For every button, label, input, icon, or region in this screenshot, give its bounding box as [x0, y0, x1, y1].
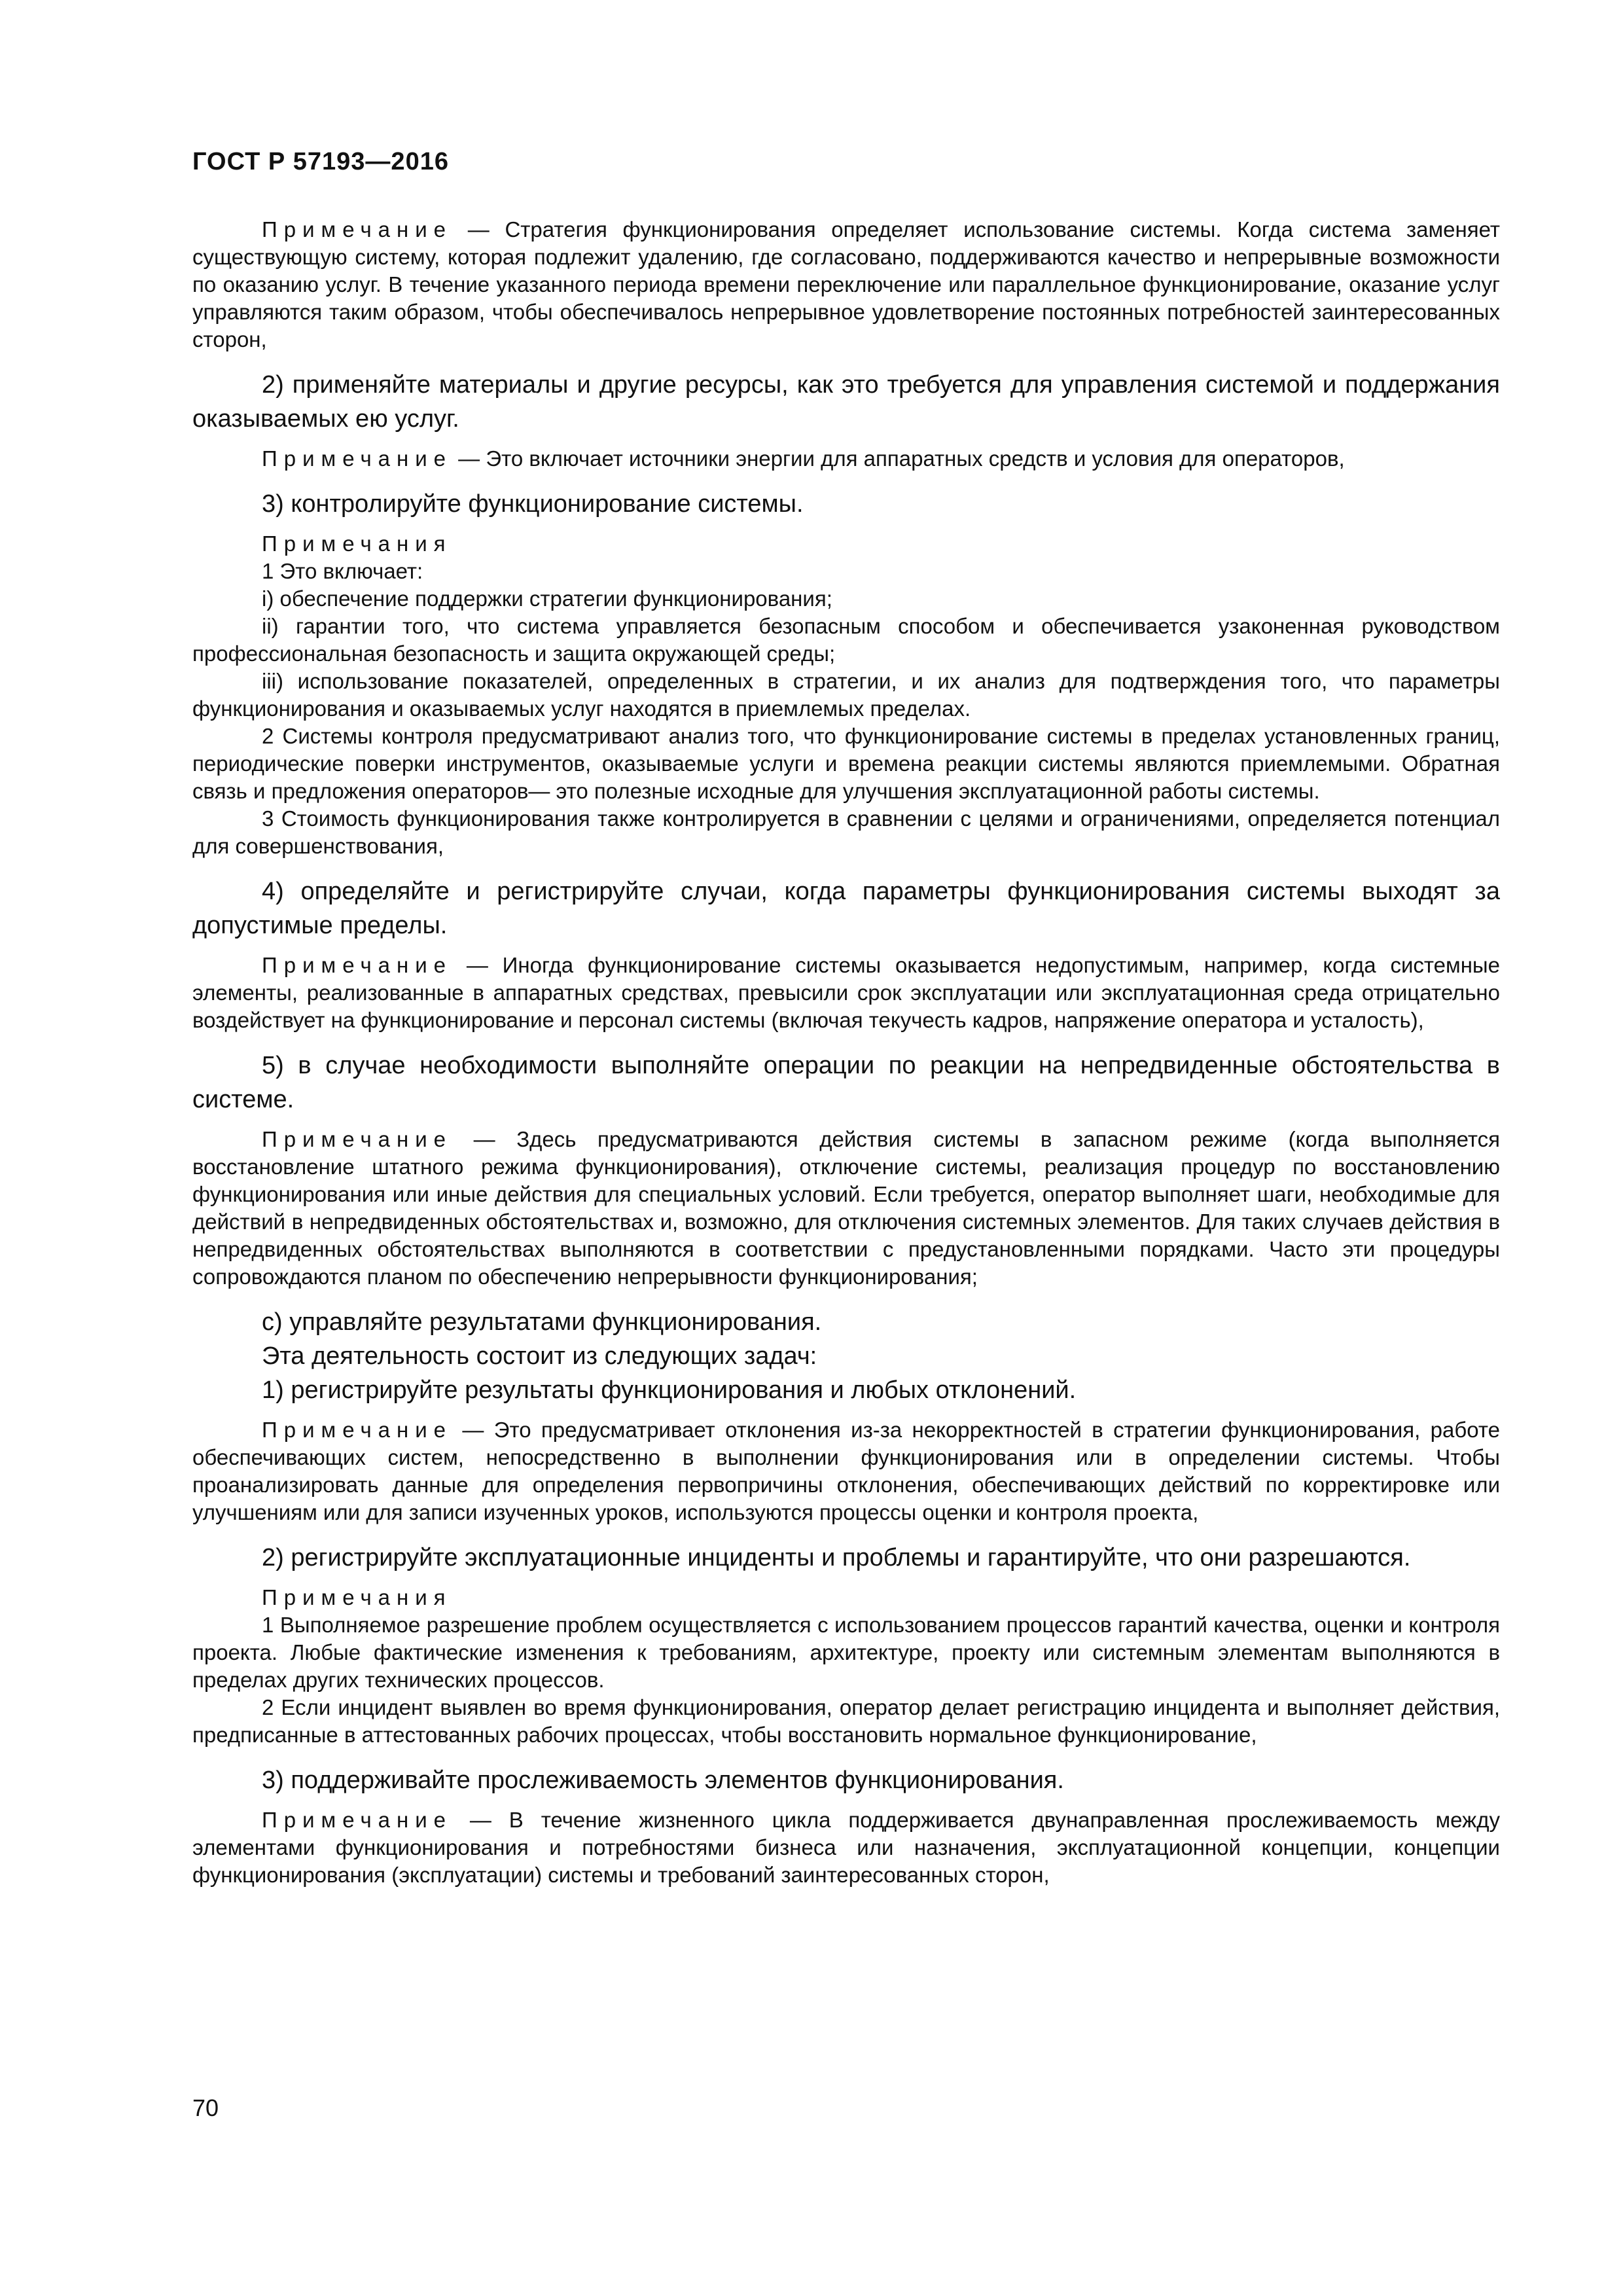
task-apply-materials: 2) применяйте материалы и другие ресурсы, как это требуется для управления системой и поддержания оказываемых ею услуг.: [192, 371, 1500, 433]
note-subitem-iii: iii) использование показателей, определенных в стратегии, и их анализ для подтверждения того, что параметры функционирования и оказываемых услуг находятся в приемлемых пределах.: [192, 669, 1500, 721]
note-label: Примечание: [262, 446, 453, 471]
task-traceability: 3) поддерживайте прослеживаемость элементов функционирования.: [262, 1767, 1064, 1794]
page-body: [192, 216, 1500, 1889]
note-text: — Это предусматривает отклонения из-за некорректностей в стратегии функционирования, работе обеспечивающих систем, непосредственно в выполнении функционирования или в определении системы. Чтобы проанализировать данные для определения первопричины отклонения, обеспечивающих действий по корректировке или улучшениям или для записи изученных уроков, используются процессы оценки и контроля проекта,: [192, 1418, 1500, 1524]
notes-heading-1: [192, 530, 1500, 558]
note-item: 1 Это включает:: [262, 559, 423, 583]
task-record-results: 1) регистрируйте результаты функционирования и любых отклонений.: [262, 1376, 1077, 1404]
note-item: 1 Выполняемое разрешение проблем осуществляется с использованием процессов гарантий качества, оценки и контроля проекта. Любые фактические изменения к требованиям, архитектуре, проекту или системным элементам выполняются в пределах других технических процессов.: [192, 1613, 1500, 1692]
note-text: — Здесь предусматриваются действия системы в запасном режиме (когда выполняется восстановление штатного режима функционирования), отключение системы, реализация процедур по восстановлению функционирования или иные действия для специальных условий. Если требуется, оператор выполняет шаги, необходимые для действий в непредвиденных обстоятельствах и, возможно, для отключения системных элементов. Для таких случаев действия в непредвиденных обстоятельствах выполняются в соответствии с предустановленными порядками. Часто эти процедуры сопровождаются планом по обеспечению непрерывности функционирования;: [192, 1127, 1500, 1289]
note-5: [192, 1416, 1500, 1526]
note-label: Примечание: [262, 1127, 453, 1151]
note-2: [192, 445, 1500, 473]
note-label: Примечание: [262, 1418, 453, 1442]
note-text: — Стратегия функционирования определяет использование системы. Когда система заменяет существующую систему, которая подлежит удалению, где согласовано, поддерживаются качество и непрерывные возможности по оказанию услуг. В течение указанного периода времени переключение или параллельное функционирование, оказание услуг управляются таким образом, чтобы обеспечивалось непрерывное удовлетворение постоянных потребностей заинтересованных сторон,: [192, 217, 1500, 351]
activity-tasks-intro: Эта деятельность состоит из следующих задач:: [262, 1342, 817, 1370]
task-contingency: 5) в случае необходимости выполняйте операции по реакции на непредвиденные обстоятельства в системе.: [192, 1052, 1500, 1113]
notes-label: Примечания: [262, 531, 452, 556]
note-1: [192, 216, 1500, 353]
note-text: — Иногда функционирование системы оказывается недопустимым, например, когда системные элементы, реализованные в аппаратных средствах, превысили срок эксплуатации или эксплуатационная среда отрицательно воздействует на функционирование и персонал системы (включая текучесть кадров, напряжение оператора и усталость),: [192, 953, 1500, 1032]
note-6: [192, 1806, 1500, 1889]
notes-heading-2: [192, 1584, 1500, 1611]
document-id-header: ГОСТ Р 57193—2016: [192, 148, 449, 175]
note-label: Примечание: [262, 953, 453, 977]
note-text: — В течение жизненного цикла поддерживается двунаправленная прослеживаемость между элементами функционирования и потребностями бизнеса или назначения, эксплуатационной концепции, концепции функционирования (эксплуатации) системы и требований заинтересованных сторон,: [192, 1808, 1500, 1887]
note-subitem-ii: ii) гарантии того, что система управляется безопасным способом и обеспечивается узаконенная руководством профессиональная безопасность и защита окружающей среды;: [192, 614, 1500, 666]
task-record-incidents: 2) регистрируйте эксплуатационные инциденты и проблемы и гарантируйте, что они разрешаются.: [262, 1544, 1411, 1571]
note-item: 2 Системы контроля предусматривают анализ того, что функционирование системы в пределах установленных границ, периодические поверки инструментов, оказываемые услуги и времена реакции системы являются приемлемыми. Обратная связь и предложения операторов— это полезные исходные для улучшения эксплуатационной работы системы.: [192, 724, 1500, 803]
note-label: Примечание: [262, 217, 453, 242]
note-item: 3 Стоимость функционирования также контролируется в сравнении с целями и ограничениями, определяется потенциал для совершенствования,: [192, 806, 1500, 858]
note-3: [192, 952, 1500, 1034]
note-4: [192, 1126, 1500, 1291]
note-item: 2 Если инцидент выявлен во время функционирования, оператор делает регистрацию инцидента и выполняет действия, предписанные в аттестованных рабочих процессах, чтобы восстановить нормальное функционирование,: [192, 1695, 1500, 1747]
note-subitem-i: i) обеспечение поддержки стратегии функционирования;: [262, 586, 832, 611]
activity-manage-results: c) управляйте результатами функционирования.: [262, 1308, 822, 1336]
page-number: 70: [192, 2094, 219, 2121]
note-label: Примечание: [262, 1808, 453, 1832]
note-text: — Это включает источники энергии для аппаратных средств и условия для операторов,: [452, 446, 1345, 471]
notes-label: Примечания: [262, 1585, 452, 1609]
task-register-deviations: 4) определяйте и регистрируйте случаи, когда параметры функционирования системы выходят за допустимые пределы.: [192, 878, 1500, 939]
task-monitor-operation: 3) контролируйте функционирование системы.: [262, 490, 804, 518]
